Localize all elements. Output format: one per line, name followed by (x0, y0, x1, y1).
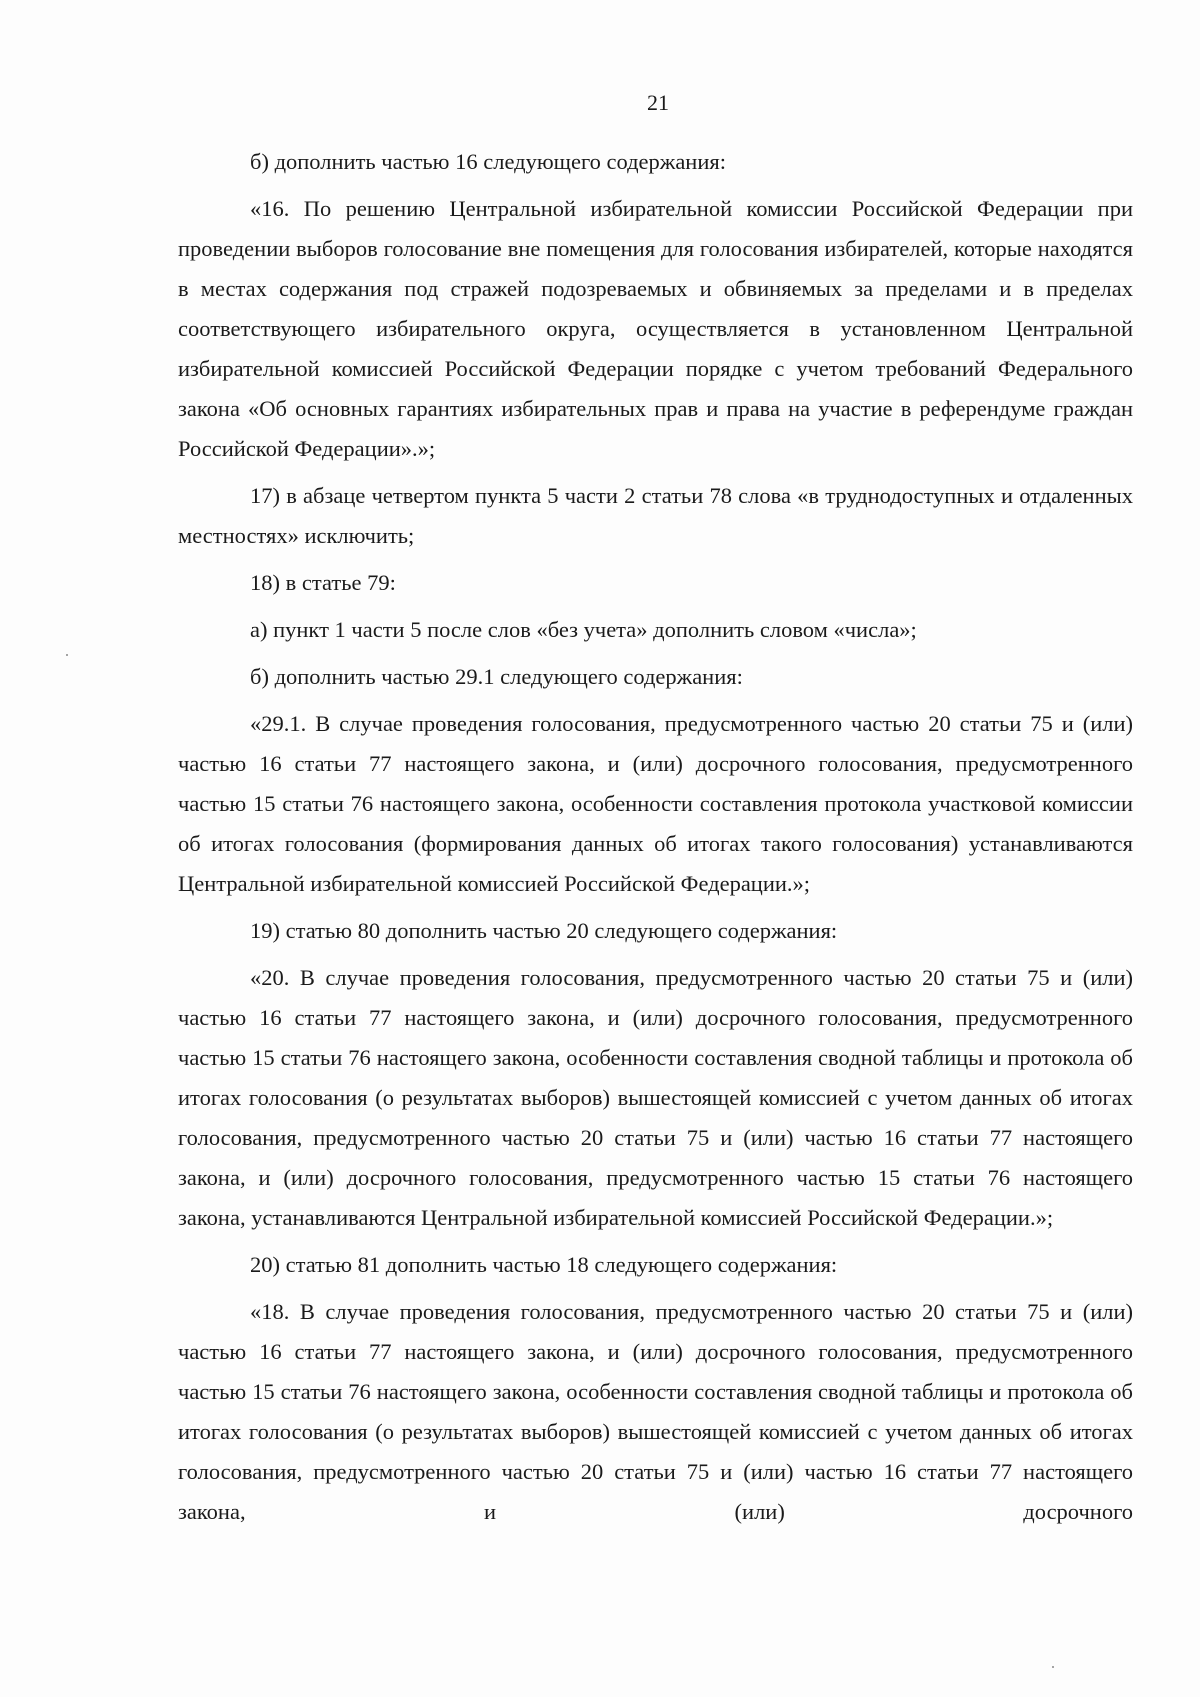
paragraph-item-18a: а) пункт 1 части 5 после слов «без учета» дополнить словом «числа»; (250, 617, 917, 642)
paragraph-item-19: 19) статью 80 дополнить частью 20 следующего содержания: (250, 918, 838, 943)
scan-speck (66, 654, 68, 656)
paragraph-part18-text: «18. В случае проведения голосования, предусмотренного частью 20 статьи 75 и (или) частью 16 статьи 77 настоящего закона, и (или) досрочного голосования, предусмотренного частью 15 статьи 76 настоящего закона, особенности составления сводной таблицы и протокола об итогах голосования (о результатах выборов) вышестоящей комиссией с учетом данных об итогах голосования, предусмотренного частью 20 статьи 75 и (или) частью 16 статьи 77 настоящего закона, и (или) досрочного (178, 1299, 1133, 1524)
document-body (178, 142, 1133, 1539)
page-number: 21 (647, 90, 669, 115)
paragraph-item-17: 17) в абзаце четвертом пункта 5 части 2 статьи 78 слова «в труднодоступных и отдаленных местностях» исключить; (178, 483, 1133, 548)
paragraph-item-20: 20) статью 81 дополнить частью 18 следующего содержания: (250, 1252, 838, 1277)
paragraph-part16-text: «16. По решению Центральной избирательной комиссии Российской Федерации при проведении выборов голосование вне помещения для голосования избирателей, которые находятся в местах содержания под стражей подозреваемых и обвиняемых за пределами и в пределах соответствующего избирательного округа, осуществляется в установленном Центральной избирательной комиссией Российской Федерации порядке с учетом требований Федерального закона «Об основных гарантиях избирательных прав и права на участие в референдуме граждан Российской Федерации».»; (178, 196, 1133, 461)
paragraph-amendment-b-part16: б) дополнить частью 16 следующего содержания: (250, 149, 726, 174)
scan-speck (1052, 1666, 1054, 1668)
paragraph-item-18b: б) дополнить частью 29.1 следующего содержания: (250, 664, 743, 689)
paragraph-item-18: 18) в статье 79: (250, 570, 396, 595)
paragraph-part20-text: «20. В случае проведения голосования, предусмотренного частью 20 статьи 75 и (или) частью 16 статьи 77 настоящего закона, и (или) досрочного голосования, предусмотренного частью 15 статьи 76 настоящего закона, особенности составления сводной таблицы и протокола об итогах голосования (о результатах выборов) вышестоящей комиссией с учетом данных об итогах голосования, предусмотренного частью 20 статьи 75 и (или) частью 16 статьи 77 настоящего закона, и (или) досрочного голосования, предусмотренного частью 15 статьи 76 настоящего закона, устанавливаются Центральной избирательной комиссией Российской Федерации.»; (178, 965, 1133, 1230)
paragraph-part29-1-text: «29.1. В случае проведения голосования, предусмотренного частью 20 статьи 75 и (или) частью 16 статьи 77 настоящего закона, и (или) досрочного голосования, предусмотренного частью 15 статьи 76 настоящего закона, особенности составления протокола участковой комиссии об итогах голосования (формирования данных об итогах такого голосования) устанавливаются Центральной избирательной комиссией Российской Федерации.»; (178, 711, 1133, 896)
